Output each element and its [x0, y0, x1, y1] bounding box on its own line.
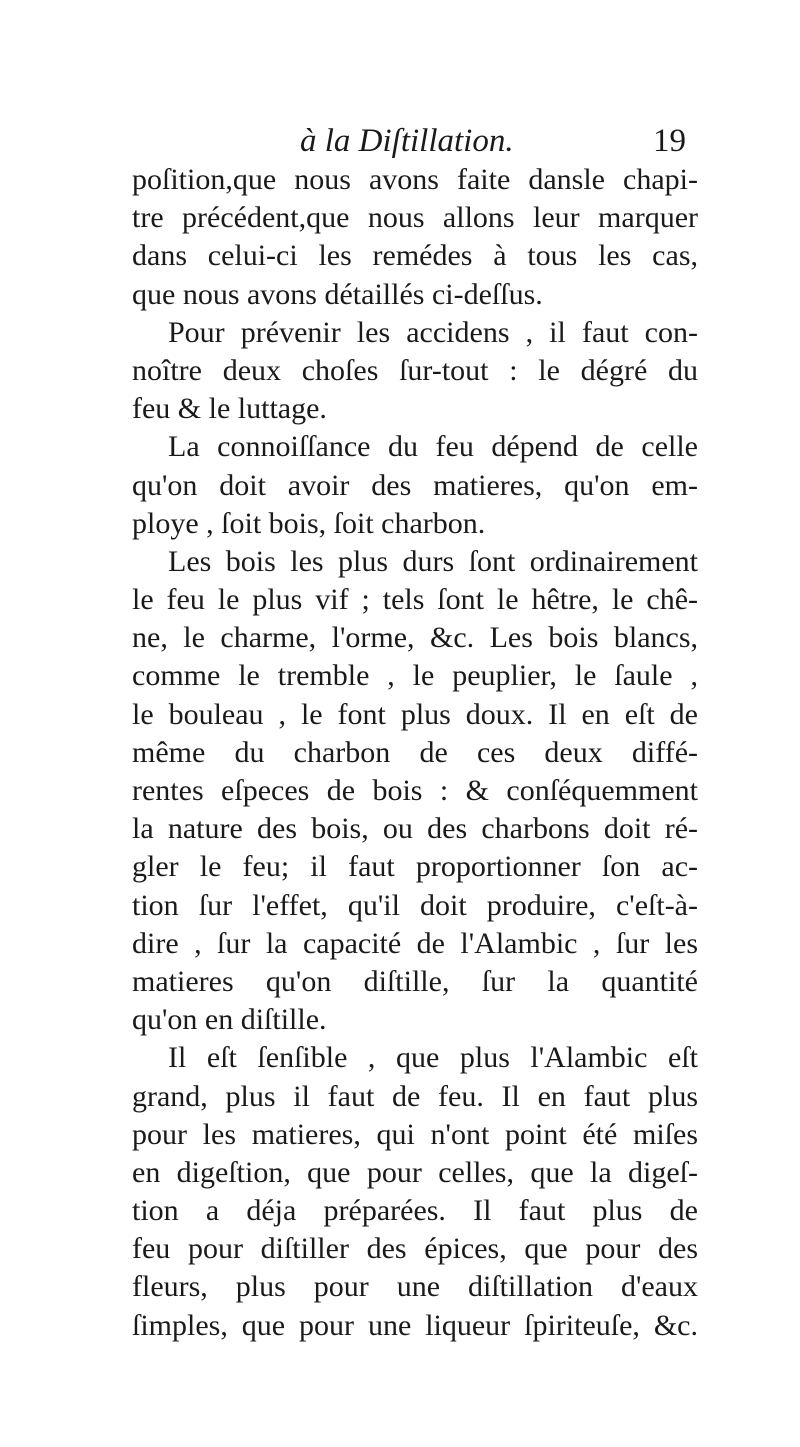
text-line: noître deux choſes ſur-tout : le dégré du: [132, 353, 698, 387]
text-line: que nous avons détaillés ci-deſſus.: [132, 277, 543, 311]
text-line: gler le feu; il faut proportionner ſon ac-: [132, 850, 698, 884]
text-line: qu'on en diſtille.: [132, 1003, 327, 1037]
text-line: rentes eſpeces de bois : & conſéquemment: [132, 774, 698, 807]
text-line: tion ſur l'effet, qu'il doit produire, c'eſt-à-: [132, 888, 698, 922]
text-line: la nature des bois, ou des charbons doit ré-: [132, 812, 698, 846]
body-text: [132, 161, 698, 1345]
text-line: Pour prévenir les accidens , il faut con-: [168, 315, 698, 349]
text-line: même du charbon de ces deux diffé-: [132, 735, 698, 769]
text-line: grand, plus il faut de feu. Il en faut plus: [132, 1079, 698, 1113]
text-line: tion a déja préparées. Il faut plus de: [132, 1194, 698, 1228]
text-line: le feu le plus vif ; tels ſont le hêtre, le chê-: [132, 583, 698, 617]
text-line: ſimples, que pour une liqueur ſpiriteuſe, &c.: [132, 1308, 698, 1342]
text-line: tre précédent,que nous allons leur marquer: [132, 201, 698, 235]
running-title: à la Diſtillation.: [300, 123, 514, 159]
text-line: comme le tremble , le peuplier, le ſaule ,: [132, 659, 698, 693]
text-line: en digeſtion, que pour celles, que la digeſ-: [132, 1155, 698, 1189]
text-line: ploye , ſoit bois, ſoit charbon.: [132, 506, 486, 540]
text-line: matieres qu'on diſtille, ſur la quantité: [132, 964, 698, 998]
text-line: ne, le charme, l'orme, &c. Les bois blancs,: [132, 621, 698, 655]
page-number: 19: [653, 123, 686, 159]
text-line: pour les matieres, qui n'ont point été miſes: [132, 1117, 698, 1151]
page-header: [132, 118, 700, 164]
text-line: le bouleau , le font plus doux. Il en eſt de: [132, 697, 698, 731]
text-line: dire , ſur la capacité de l'Alambic , ſur les: [132, 926, 698, 960]
text-line: La connoiſſance du feu dépend de celle: [168, 430, 698, 464]
text-line: poſition,que nous avons faite dansle chapi-: [132, 163, 698, 196]
text-line: dans celui-ci les remédes à tous les cas,: [132, 239, 698, 273]
text-line: qu'on doit avoir des matieres, qu'on em-: [132, 468, 698, 502]
text-line: Les bois les plus durs ſont ordinairement: [168, 544, 698, 578]
text-line: Il eſt ſenſible , que plus l'Alambic eſt: [168, 1041, 698, 1075]
text-line: feu pour diſtiller des épices, que pour des: [132, 1232, 698, 1266]
text-line: feu & le luttage.: [132, 392, 327, 426]
text-line: fleurs, plus pour une diſtillation d'eaux: [132, 1270, 698, 1304]
